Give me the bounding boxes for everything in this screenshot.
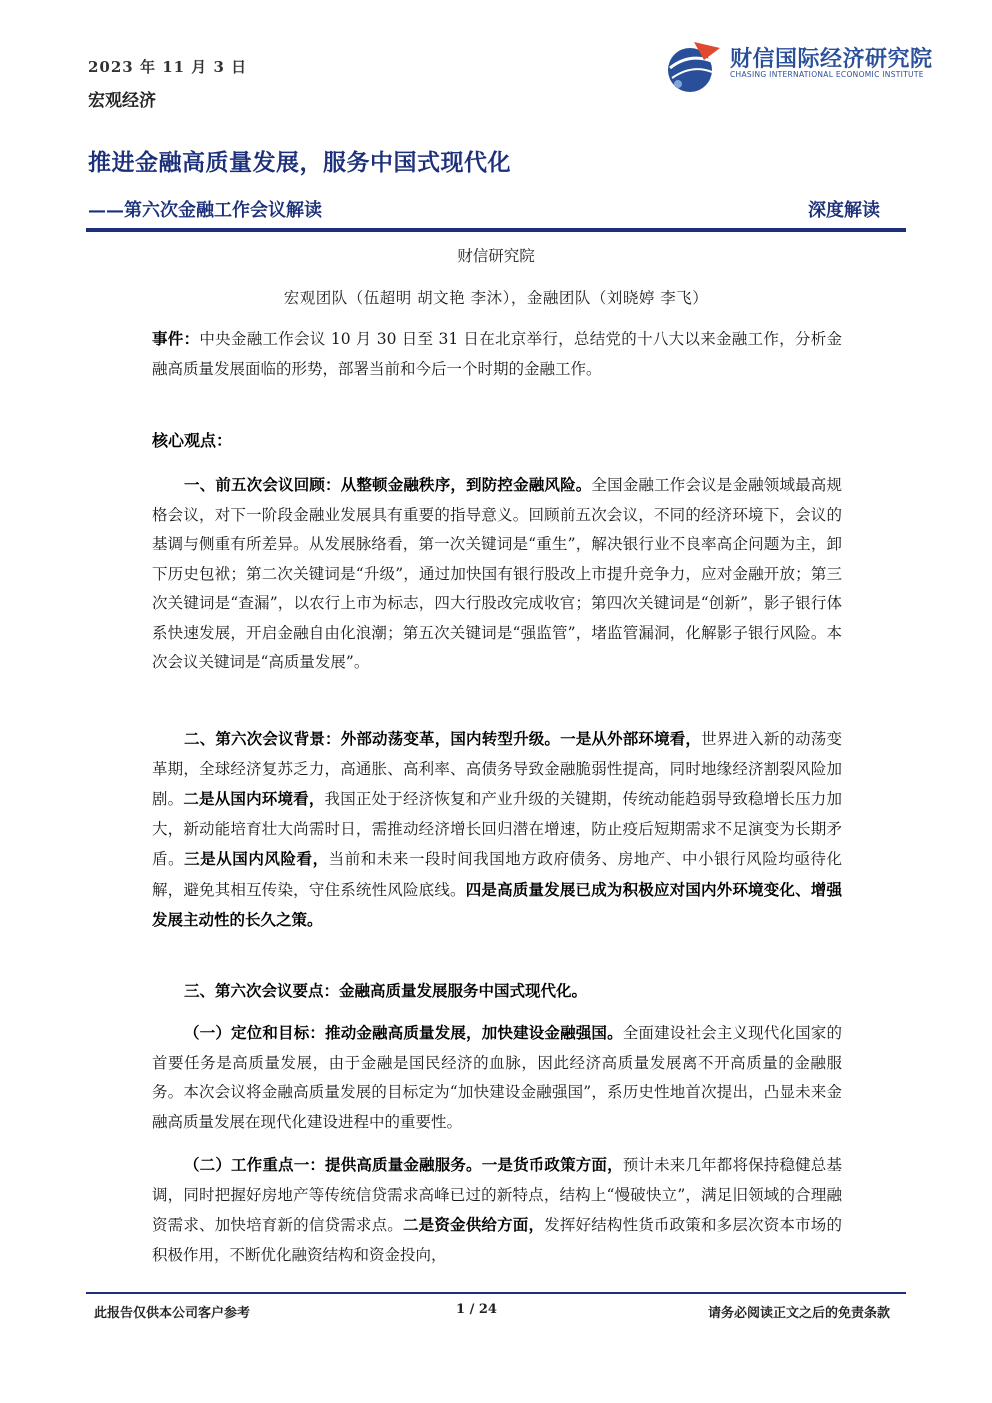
report-date: 2023 年 11 月 3 日 [88, 58, 248, 76]
footer-notice: 请务必阅读正文之后的免责条款 [707, 1306, 890, 1321]
globe-logo-icon [664, 38, 722, 94]
section-2-lead: 二、第六次会议背景：外部动荡变革，国内转型升级。 [184, 729, 561, 748]
section-1-text: 全国金融工作会议是金融领域最高规格会议，对下一阶段金融业发展具有重要的指导意义。回顾前五次会议，不同的经济环境下，会议的基调与侧重有所差异。从发展脉络看，第一次关键词是“重生”，解决银行业不良率高企问题为主，卸下历史包袱；第二次关键词是“升级”，通过加快国有银行股改上市提升竞争力，应对金融开放；第三次关键词是“查漏”，以农行上市为标志，四大行股改完成收官；第四次关键词是“创新”，影子银行体系快速发展，开启金融自由化浪潮；第五次关键词是“强监管”，堵监管漏洞，化解影子银行风险。本次会议关键词是“高质量发展”。 [152, 476, 842, 671]
core-views-heading: 核心观点： [152, 431, 233, 450]
section-1-paragraph [152, 470, 842, 678]
footer-disclaimer: 此报告仅供本公司客户参考 [94, 1306, 251, 1321]
report-title: 推进金融高质量发展，服务中国式现代化 [88, 149, 511, 176]
section-2-point-3: 三是从国内风险看， [184, 849, 329, 868]
subsection-2-point-1: 一是货币政策方面， [481, 1155, 623, 1174]
section-3-lead: 三、第六次会议要点：金融高质量发展服务中国式现代化。 [184, 981, 588, 1000]
section-2-paragraph [152, 724, 842, 936]
logo-name-cn: 财信国际经济研究院 [730, 47, 933, 72]
section-1-lead: 一、前五次会议回顾：从整顿金融秩序，到防控金融风险。 [184, 475, 592, 494]
section-2-text-1: 世界进入新的动荡变革期，全球经济复苏乏力，高通胀、高利率、高债务导致金融脆弱性提高，同时地缘经济割裂风险加剧。 [152, 730, 842, 808]
footer-divider [86, 1292, 906, 1294]
section-2-point-2: 二是从国内环境看， [183, 789, 325, 808]
event-label: 事件： [152, 329, 200, 348]
section-2-point-1: 一是从外部环境看， [560, 729, 702, 748]
report-category: 宏观经济 [88, 91, 156, 111]
subsection-2-text-1: 预计未来几年都将保持稳健总基调，同时把握好房地产等传统信贷需求高峰已过的新特点，结构上“慢破快立”，满足旧领域的合理融资需求、加快培育新的信贷需求点。 [152, 1156, 842, 1234]
subsection-2-paragraph [152, 1150, 842, 1270]
subsection-2-text-2: 发挥好结构性货币政策和多层次资本市场的积极作用，不断优化融资结构和资金投向， [152, 1216, 842, 1264]
title-divider [86, 228, 906, 232]
institute-logo [664, 38, 934, 94]
subsection-1-text: 全面建设社会主义现代化国家的首要任务是高质量发展，由于金融是国民经济的血脉，因此经济高质量发展离不开高质量的金融服务。本次会议将金融高质量发展的目标定为“加快建设金融强国”，系历史性地首次提出，凸显未来金融高质量发展在现代化建设进程中的重要性。 [152, 1024, 842, 1131]
subsection-2-lead: （二）工作重点一：提供高质量金融服务。 [184, 1155, 482, 1174]
subsection-2-point-2: 二是资金供给方面， [402, 1215, 545, 1234]
author-organization: 财信研究院 [457, 247, 535, 265]
section-3-paragraph [152, 976, 842, 1007]
report-subtitle: ——第六次金融工作会议解读 [88, 200, 322, 221]
report-type-label: 深度解读 [808, 200, 880, 221]
section-2-text-2: 我国正处于经济恢复和产业升级的关键期，传统动能趋弱导致稳增长压力加大，新动能培育壮大尚需时日，需推动经济增长回归潜在增速，防止疫后短期需求不足演变为长期矛盾。 [152, 790, 842, 868]
page-number: 1 / 24 [456, 1302, 497, 1317]
event-paragraph [152, 324, 842, 384]
event-text: 中央金融工作会议 10 月 30 日至 31 日在北京举行，总结党的十八大以来金融工作，分析金融高质量发展面临的形势，部署当前和今后一个时期的金融工作。 [152, 330, 842, 378]
subsection-1-paragraph [152, 1018, 842, 1137]
section-2-text-3: 当前和未来一段时间我国地方政府债务、房地产、中小银行风险均亟待化解，避免其相互传染，守住系统性风险底线。 [152, 850, 842, 899]
subsection-1-lead: （一）定位和目标：推动金融高质量发展，加快建设金融强国。 [184, 1023, 623, 1042]
logo-name-en: CHASING INTERNATIONAL ECONOMIC INSTITUTE [730, 70, 924, 79]
author-list: 宏观团队（伍超明 胡文艳 李沐），金融团队（刘晓婷 李飞） [283, 289, 709, 307]
section-2-point-4: 四是高质量发展已成为积极应对国内外环境变化、增强发展主动性的长久之策。 [152, 879, 842, 929]
